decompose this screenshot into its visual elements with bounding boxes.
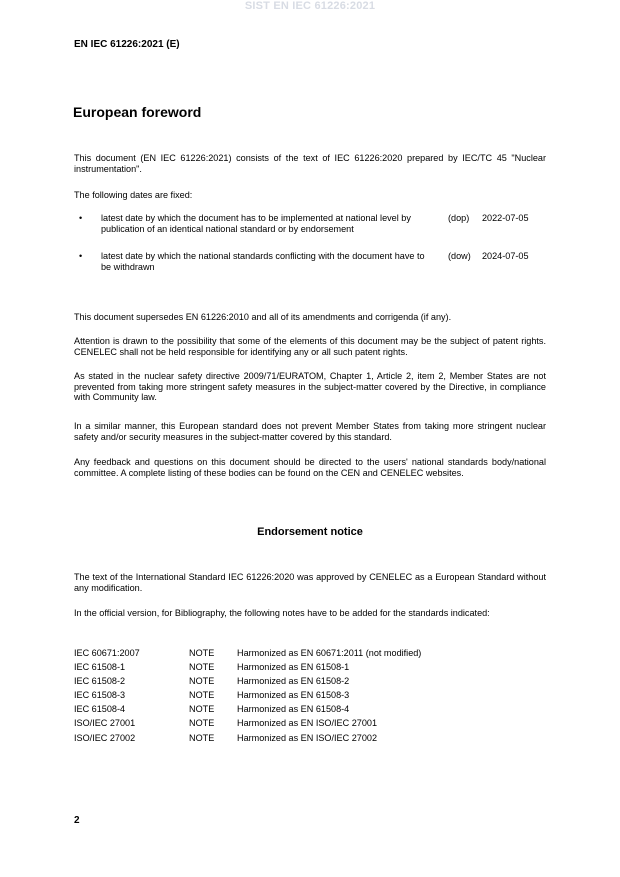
date-item-date: 2024-07-05 — [482, 251, 529, 261]
watermark: SIST EN IEC 61226:2021 — [244, 0, 376, 12]
note-text-cell: Harmonized as EN 61508-4 — [237, 704, 350, 715]
note-text-cell: Harmonized as EN 61508-3 — [237, 690, 350, 701]
document-id: EN IEC 61226:2021 (E) — [74, 39, 180, 50]
intro-paragraph: This document (EN IEC 61226:2021) consists of the text of IEC 61226:2020 prepared by IEC/TC 45 "Nuclear instrumentation". — [74, 153, 546, 174]
table-row — [74, 646, 546, 660]
note-label-cell: NOTE — [189, 690, 215, 701]
standard-cell: IEC 60671:2007 — [74, 648, 140, 658]
page-title: European foreword — [73, 104, 202, 120]
note-label-cell: NOTE — [189, 648, 215, 658]
note-text-cell: Harmonized as EN 61508-2 — [237, 676, 350, 687]
standard-cell: IEC 61508-2 — [74, 676, 126, 687]
table-row — [74, 674, 546, 688]
similar-paragraph: In a similar manner, this European standard does not prevent Member States from taking more stringent nuclear safety and/or security measures in the subject-matter covered by this standard. — [74, 421, 546, 442]
note-label-cell: NOTE — [189, 732, 215, 743]
note-label-cell: NOTE — [189, 662, 215, 673]
bullet-icon: • — [79, 213, 83, 223]
supersedes-paragraph: This document supersedes EN 61226:2010 and all of its amendments and corrigenda (if any). — [74, 312, 452, 322]
table-row — [74, 660, 546, 674]
dates-intro: The following dates are fixed: — [74, 190, 193, 200]
note-text-cell: Harmonized as EN 61508-1 — [237, 662, 350, 673]
feedback-paragraph: Any feedback and questions on this document should be directed to the users' national standards body/national committee. A complete listing of these bodies can be found on the CEN and CENELEC websites. — [74, 457, 546, 478]
note-label-cell: NOTE — [189, 718, 215, 729]
standard-cell: ISO/IEC 27001 — [74, 718, 136, 729]
note-label-cell: NOTE — [189, 676, 215, 687]
note-text-cell: Harmonized as EN 60671:2011 (not modified) — [237, 648, 422, 658]
standard-cell: IEC 61508-3 — [74, 690, 126, 701]
table-row — [74, 731, 546, 745]
standard-cell: ISO/IEC 27002 — [74, 732, 136, 743]
bibliography-intro: In the official version, for Bibliography, the following notes have to be added for the standards indicated: — [74, 608, 490, 618]
table-row — [74, 702, 546, 716]
date-item-abbr: (dow) — [448, 251, 471, 261]
date-item-date: 2022-07-05 — [482, 213, 529, 223]
endorsement-paragraph: The text of the International Standard IEC 61226:2020 was approved by CENELEC as a European Standard without any modification. — [74, 572, 546, 593]
table-row — [74, 688, 546, 702]
endorsement-heading: Endorsement notice — [257, 526, 363, 538]
standard-cell: IEC 61508-1 — [74, 662, 126, 673]
note-text-cell: Harmonized as EN ISO/IEC 27002 — [237, 732, 378, 743]
note-label-cell: NOTE — [189, 704, 215, 715]
bullet-icon: • — [79, 251, 83, 261]
page-number: 2 — [74, 815, 80, 826]
bibliography-notes-table — [74, 646, 546, 745]
date-item-text: latest date by which the document has to be implemented at national level by publication of an identical national standard or by endorsement — [101, 213, 411, 234]
date-item-abbr: (dop) — [448, 213, 470, 223]
table-row — [74, 716, 546, 730]
note-text-cell: Harmonized as EN ISO/IEC 27001 — [237, 718, 378, 729]
date-item-text: latest date by which the national standards conflicting with the document have to be withdrawn — [101, 251, 425, 272]
patent-paragraph: Attention is drawn to the possibility that some of the elements of this document may be the subject of patent rights. CENELEC shall not be held responsible for identifying any or all such patent rights. — [74, 336, 546, 357]
directive-paragraph: As stated in the nuclear safety directive 2009/71/EURATOM, Chapter 1, Article 2, item 2, Member States are not prevented from taking more stringent safety measures in the subject-matter covered by the Directive, in compliance with Community law. — [74, 371, 546, 403]
standard-cell: IEC 61508-4 — [74, 704, 126, 715]
